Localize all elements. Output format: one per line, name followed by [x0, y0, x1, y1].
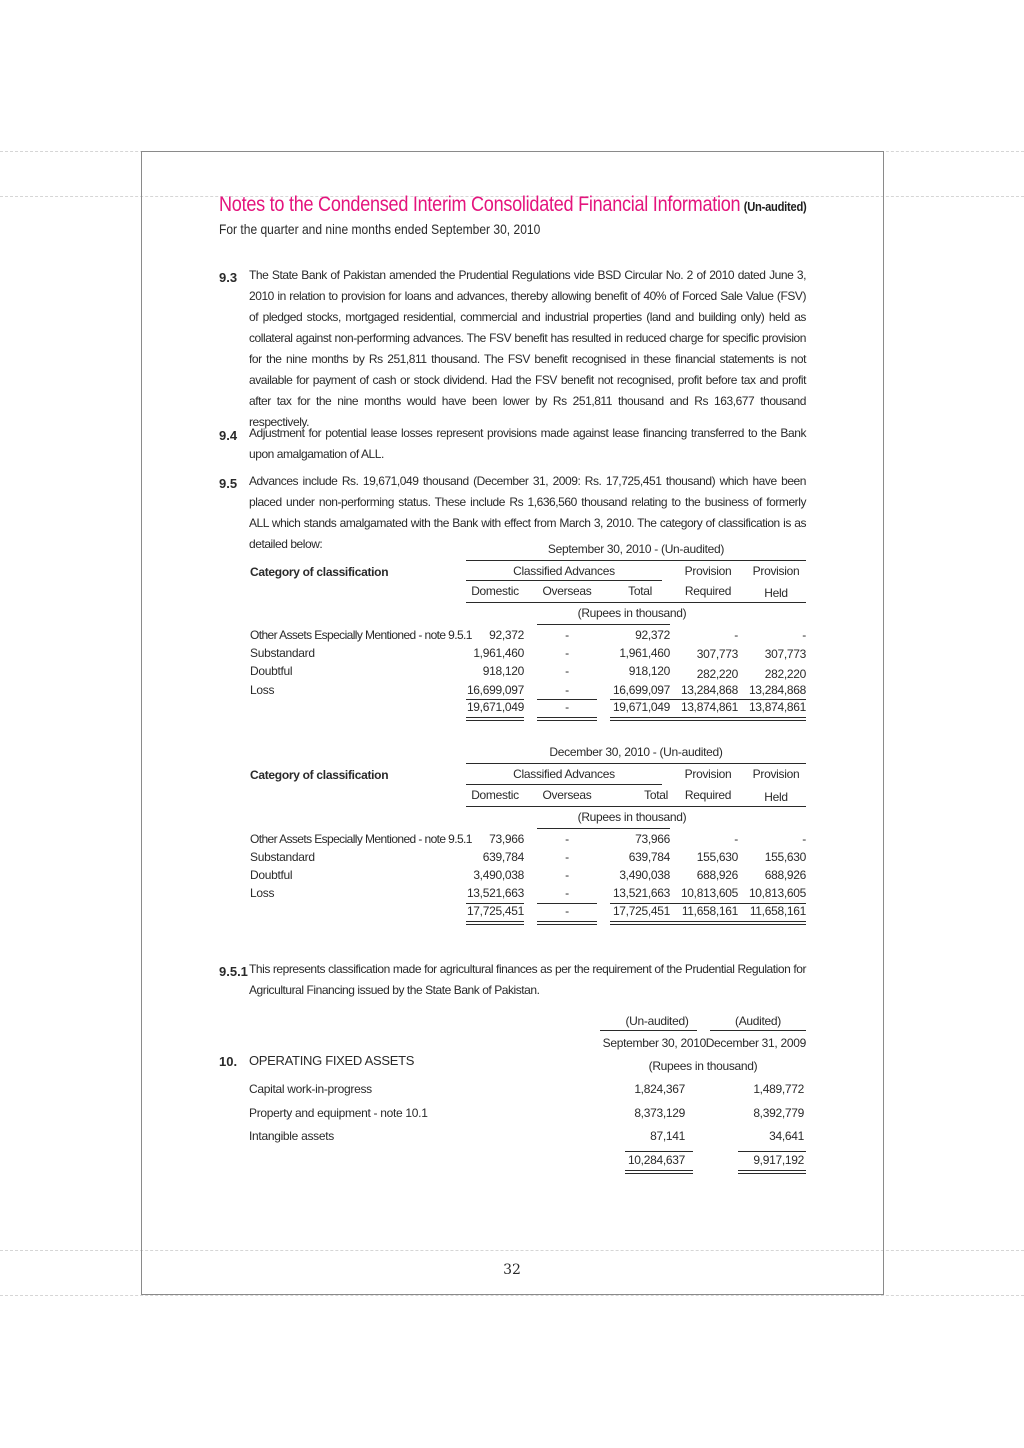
- unit-label: (Rupees in thousand): [577, 606, 687, 620]
- cell-overseas: -: [565, 683, 569, 697]
- row-label: Property and equipment - note 10.1: [249, 1106, 428, 1120]
- cell-domestic: 639,784: [482, 850, 524, 864]
- total-domestic: 19,671,049: [466, 700, 524, 714]
- row-label: Loss: [250, 683, 275, 697]
- cell-held: 10,813,605: [748, 886, 806, 900]
- total-held: 11,658,161: [749, 904, 806, 918]
- cell-v1: 1,824,367: [634, 1082, 685, 1096]
- cell-required: 688,926: [696, 868, 738, 882]
- page-title: [219, 193, 807, 217]
- double-rule: [610, 921, 806, 925]
- cell-domestic: 16,699,097: [466, 683, 524, 697]
- cell-overseas: -: [565, 886, 569, 900]
- col-domestic: Domestic: [471, 584, 519, 598]
- col-held: Held: [764, 586, 788, 600]
- total-held: 13,874,861: [748, 700, 806, 714]
- cell-required: 13,284,868: [680, 683, 738, 697]
- provision-required-header: Provision: [684, 564, 732, 578]
- provision-held-header: Provision: [752, 767, 800, 781]
- row-label: Intangible assets: [249, 1129, 334, 1143]
- total-total: 19,671,049: [612, 700, 670, 714]
- section-heading: OPERATING FIXED ASSETS: [249, 1053, 415, 1068]
- category-header: Category of classification: [250, 565, 389, 579]
- total-required: 11,658,161: [681, 904, 738, 918]
- row-label: Doubtful: [250, 664, 293, 678]
- cell-total: 73,966: [635, 832, 670, 846]
- cell-required: 282,220: [696, 667, 738, 681]
- cell-required: 307,773: [696, 647, 738, 661]
- note-number: 9.5.1: [219, 964, 248, 979]
- cell-total: 3,490,038: [619, 868, 670, 882]
- total-total: 17,725,451: [612, 904, 670, 918]
- category-header: Category of classification: [250, 768, 389, 782]
- rule: [537, 828, 670, 829]
- col1-date: September 30, 2010: [602, 1036, 706, 1050]
- cell-required: -: [734, 628, 738, 642]
- cell-overseas: -: [565, 628, 569, 642]
- col-required: Required: [684, 788, 732, 802]
- cell-required: 155,630: [696, 850, 738, 864]
- cell-held: 13,284,868: [748, 683, 806, 697]
- cell-v1: 87,141: [650, 1129, 685, 1143]
- cell-required: -: [734, 832, 738, 846]
- double-rule: [625, 1170, 693, 1174]
- cell-overseas: -: [565, 868, 569, 882]
- note-number: 9.3: [219, 270, 238, 285]
- double-rule: [738, 1170, 806, 1174]
- rule: [466, 580, 662, 581]
- cell-v2: 34,641: [769, 1129, 804, 1143]
- page-number: 32: [503, 1262, 521, 1278]
- rule: [466, 560, 806, 561]
- unit-label: (Rupees in thousand): [577, 810, 687, 824]
- col-total: Total: [628, 584, 652, 598]
- col1-status: (Un-audited): [625, 1014, 689, 1028]
- double-rule: [537, 717, 597, 721]
- cell-overseas: -: [565, 850, 569, 864]
- note-number: 9.5: [219, 476, 238, 491]
- row-label: Other Assets Especially Mentioned - note 9.5.1: [250, 832, 472, 846]
- col-overseas: Overseas: [542, 788, 592, 802]
- classified-advances-header: Classified Advances: [513, 767, 615, 781]
- provision-required-header: Provision: [684, 767, 732, 781]
- row-label: Substandard: [250, 850, 315, 864]
- col-held: Held: [764, 790, 788, 804]
- total-domestic: 17,725,451: [466, 904, 524, 918]
- cell-held: 307,773: [764, 647, 806, 661]
- title-text: Notes to the Condensed Interim Consolidated Financial Information: [219, 193, 741, 216]
- total-v2: 9,917,192: [753, 1153, 804, 1167]
- cell-total: 92,372: [635, 628, 670, 642]
- trim-mark: [0, 1295, 1024, 1296]
- row-label: Substandard: [250, 646, 315, 660]
- rule: [625, 1151, 693, 1152]
- double-rule: [610, 717, 806, 721]
- note-paragraph: Advances include Rs. 19,671,049 thousand (December 31, 2009: Rs. 17,725,451 thousand) which have been placed under non-performing status. These include Rs 1,636,560 thousand relating to the business of formerly ALL which stands amalgamated with the Bank with effect from March 3, 2010. The category of classification is as detailed below:: [249, 474, 806, 551]
- double-rule: [466, 921, 524, 925]
- cell-domestic: 1,961,460: [473, 646, 524, 660]
- provision-held-header: Provision: [752, 564, 800, 578]
- page-subtitle: For the quarter and nine months ended September 30, 2010: [219, 221, 541, 237]
- cell-overseas: -: [565, 646, 569, 660]
- cell-domestic: 13,521,663: [466, 886, 524, 900]
- cell-total: 639,784: [628, 850, 670, 864]
- cell-v2: 8,392,779: [753, 1106, 804, 1120]
- note-paragraph: Adjustment for potential lease losses represent provisions made against lease financing transferred to the Bank upon amalgamation of ALL.: [249, 426, 806, 461]
- col2-date: December 31, 2009: [705, 1036, 806, 1050]
- rule: [600, 1030, 697, 1031]
- rule: [738, 1151, 806, 1152]
- total-overseas: -: [565, 904, 569, 918]
- cell-total: 13,521,663: [612, 886, 670, 900]
- row-label: Loss: [250, 886, 275, 900]
- rule: [466, 806, 806, 807]
- cell-total: 918,120: [628, 664, 670, 678]
- cell-total: 16,699,097: [612, 683, 670, 697]
- row-label: Other Assets Especially Mentioned - note 9.5.1: [250, 628, 472, 642]
- rule: [466, 602, 806, 603]
- cell-held: 688,926: [764, 868, 806, 882]
- cell-overseas: -: [565, 832, 569, 846]
- rule: [710, 1030, 806, 1031]
- cell-domestic: 3,490,038: [473, 868, 524, 882]
- col-domestic: Domestic: [471, 788, 519, 802]
- rule: [466, 763, 806, 764]
- cell-required: 10,813,605: [680, 886, 738, 900]
- section-number: 10.: [219, 1054, 238, 1069]
- unit-label: (Rupees in thousand): [648, 1059, 758, 1073]
- cell-held: 282,220: [764, 667, 806, 681]
- row-label: Doubtful: [250, 868, 293, 882]
- table-period: December 30, 2010 - (Un-audited): [549, 745, 723, 759]
- cell-held: -: [802, 628, 806, 642]
- cell-domestic: 92,372: [489, 628, 524, 642]
- row-label: Capital work-in-progress: [249, 1082, 372, 1096]
- rule: [537, 624, 670, 625]
- col-required: Required: [684, 584, 732, 598]
- cell-v1: 8,373,129: [634, 1106, 685, 1120]
- cell-domestic: 918,120: [482, 664, 524, 678]
- cell-v2: 1,489,772: [753, 1082, 804, 1096]
- cell-domestic: 73,966: [489, 832, 524, 846]
- note-paragraph: The State Bank of Pakistan amended the Prudential Regulations vide BSD Circular No. 2 of 2010 dated June 3, 2010 in relation to provision for loans and advances, thereby allowing benefit of 40% of Forced Sale Value (FSV) of pledged stocks, mortgaged residential, commercial and industrial properties (land and building only) held as collateral against non-performing advances. The FSV benefit has resulted in reduced charge for specific provision for the nine months by Rs 251,811 thousand. The FSV benefit recognised in these financial statements is not available for payment of cash or stock dividend. Had the FSV benefit not recognised, profit before tax and profit after tax for the nine months would have been lower by Rs 251,811 thousand and Rs 163,677 thousand respectively.: [249, 268, 806, 429]
- total-v1: 10,284,637: [627, 1153, 685, 1167]
- rule: [466, 784, 662, 785]
- col-total: Total: [644, 788, 668, 802]
- double-rule: [466, 717, 524, 721]
- total-overseas: -: [565, 700, 569, 714]
- col2-status: (Audited): [735, 1014, 781, 1028]
- cell-held: -: [802, 832, 806, 846]
- note-paragraph: This represents classification made for agricultural finances as per the requirement of the Prudential Regulation for Agricultural Financing issued by the State Bank of Pakistan.: [249, 962, 806, 997]
- double-rule: [537, 921, 597, 925]
- total-required: 13,874,861: [680, 700, 738, 714]
- classified-advances-header: Classified Advances: [513, 564, 615, 578]
- note-number: 9.4: [219, 428, 238, 443]
- cell-total: 1,961,460: [619, 646, 670, 660]
- title-tag: (Un-audited): [743, 199, 807, 214]
- cell-held: 155,630: [764, 850, 806, 864]
- col-overseas: Overseas: [542, 584, 592, 598]
- cell-overseas: -: [565, 664, 569, 678]
- table-period: September 30, 2010 - (Un-audited): [547, 542, 725, 556]
